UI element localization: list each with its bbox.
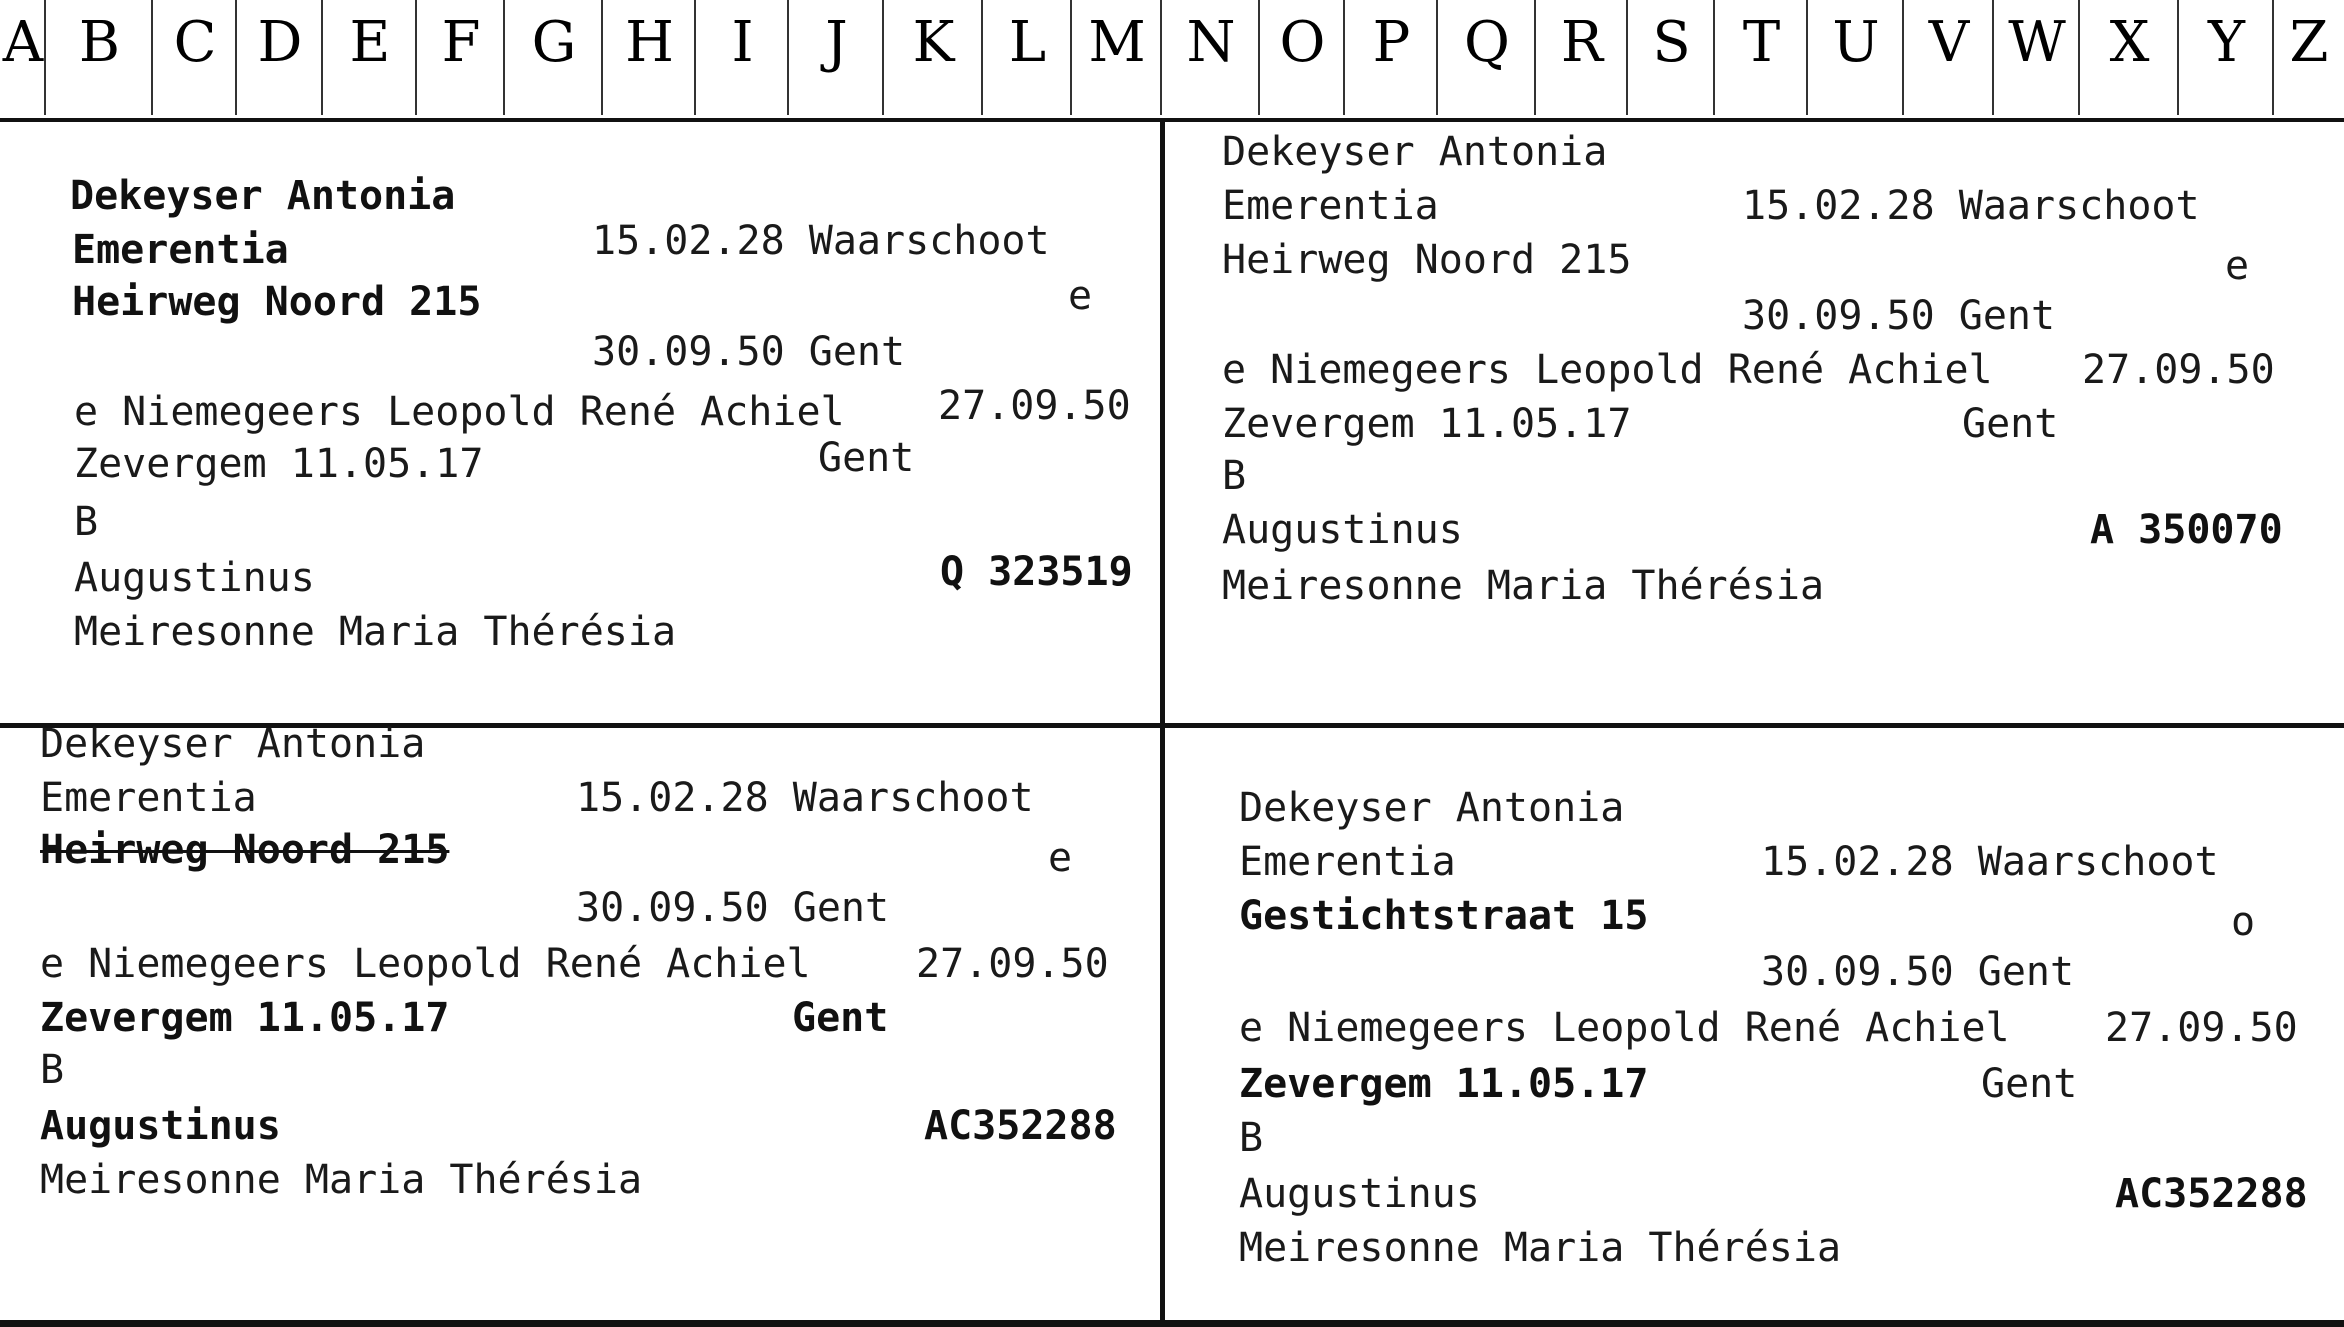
category-letter: B [1239,1115,1264,1161]
father-name: Augustinus [40,1103,281,1149]
spouse-birth: Zevergem 11.05.17 [40,995,450,1041]
father-name: Augustinus [1222,507,1463,553]
tab-letter-label: A [2,10,44,75]
name-line: Dekeyser Antonia [1222,129,1608,175]
birth-date-place: 15.02.28 Waarschoot [576,775,1034,821]
tab-letter [323,0,417,122]
father-name: Augustinus [74,555,315,601]
spouse-date: 27.09.50 [916,941,1109,987]
tab-letter [1260,0,1345,122]
spouse-place: Gent [818,435,915,481]
mother-name: Meiresonne Maria Thérésia [1239,1225,1842,1271]
name-line: Dekeyser Antonia [40,721,426,767]
tab-letter [2080,0,2179,122]
mother-name: Meiresonne Maria Thérésia [40,1157,643,1203]
spouse-date: 27.09.50 [2082,347,2275,393]
tab-letter-label: F [441,10,481,75]
spouse-date: 27.09.50 [938,383,1131,429]
status-mark: o [2231,899,2256,945]
birth-date-place: 15.02.28 Waarschoot [1761,839,2219,885]
tab-letter [417,0,505,122]
tab-letter [789,0,884,122]
category-letter: B [40,1047,65,1093]
tab-letter-label: B [78,10,121,75]
tab-letter-label: P [1372,10,1411,75]
record-card-top-left [0,122,1160,723]
spouse-name: e Niemegeers Leopold René Achiel [1239,1005,2010,1051]
tab-letter-label: C [173,10,217,75]
address-line: Heirweg Noord 215 [1222,237,1632,283]
tab-letter [1162,0,1260,122]
tab-letter [1904,0,1994,122]
tab-letter-label: L [1008,10,1047,75]
tab-letter [1072,0,1162,122]
tab-letter-label: Y [2208,10,2245,75]
record-card-bottom-left [0,721,1160,1320]
given-name-line: Emerentia [72,227,289,273]
marriage-date-place: 30.09.50 Gent [1742,293,2056,339]
spouse-date: 27.09.50 [2105,1005,2298,1051]
category-letter: B [1222,453,1247,499]
tab-letter-label: X [2109,10,2150,75]
birth-date-place: 15.02.28 Waarschoot [1742,183,2200,229]
tab-letter [2274,0,2344,122]
father-name: Augustinus [1239,1171,1480,1217]
tab-letter [2179,0,2274,122]
mother-name: Meiresonne Maria Thérésia [1222,563,1825,609]
tab-letter-label: D [257,10,303,75]
spouse-name: e Niemegeers Leopold René Achiel [1222,347,1993,393]
status-mark: e [1068,273,1093,319]
name-line: Dekeyser Antonia [70,173,456,219]
tab-letter-label: N [1186,10,1236,75]
tab-letter [237,0,323,122]
tab-letter [1808,0,1904,122]
spouse-place: Gent [792,995,889,1041]
tab-letter [1628,0,1715,122]
tab-letter-label: U [1832,10,1880,75]
bottom-border [0,1320,2344,1327]
given-name-line: Emerentia [1222,183,1439,229]
tab-letter [1994,0,2080,122]
marriage-date-place: 30.09.50 Gent [576,885,890,931]
spouse-name: e Niemegeers Leopold René Achiel [40,941,811,987]
tab-letter-label: R [1560,10,1604,75]
address-line: Heirweg Noord 215 [72,279,482,325]
tab-letter [46,0,153,122]
spouse-birth: Zevergem 11.05.17 [1239,1061,1649,1107]
tab-letter-label: O [1279,10,1326,75]
name-line: Dekeyser Antonia [1239,785,1625,831]
given-name-line: Emerentia [40,775,257,821]
record-card-bottom-right [1165,728,2344,1320]
tab-letter-label: W [2008,10,2066,75]
record-card-top-right [1165,122,2344,723]
tab-letter-label: Q [1464,10,1510,75]
spouse-name: e Niemegeers Leopold René Achiel [74,389,845,435]
tab-letter-label: E [349,10,391,75]
tab-letter [1438,0,1536,122]
tab-letter [1345,0,1438,122]
tab-letter-label: M [1088,10,1146,75]
tab-letter-label: G [531,10,577,75]
tab-letter [0,0,46,122]
tab-letter [1715,0,1808,122]
reference-number: AC352288 [924,1103,1117,1149]
tab-letter-label: T [1742,10,1781,75]
marriage-date-place: 30.09.50 Gent [592,329,906,375]
tab-letter [884,0,983,122]
tab-letter [983,0,1072,122]
tab-letter-label: S [1652,10,1691,75]
spouse-place: Gent [1962,401,2059,447]
tab-letter-label: V [1928,10,1970,75]
mother-name: Meiresonne Maria Thérésia [74,609,677,655]
category-letter: B [74,499,99,545]
tab-letter-label: J [825,10,848,75]
alphabet-index-strip [0,0,2344,122]
tab-letter [696,0,789,122]
given-name-line: Emerentia [1239,839,1456,885]
address-line: Gestichtstraat 15 [1239,893,1649,939]
spouse-birth: Zevergem 11.05.17 [74,441,484,487]
tab-letter-label: I [731,10,754,75]
tab-letter [153,0,237,122]
spouse-place: Gent [1981,1061,2078,1107]
tab-letter-label: H [625,10,674,75]
reference-number: Q 323519 [940,549,1133,595]
tab-letter-label: Z [2289,10,2329,75]
address-line-struck: Heirweg Noord 215 [40,827,450,873]
tab-letter-label: K [912,10,955,75]
tab-letter [1536,0,1628,122]
tab-letter [505,0,603,122]
tab-letter [603,0,696,122]
status-mark: e [2225,243,2250,289]
birth-date-place: 15.02.28 Waarschoot [592,218,1050,264]
reference-number: AC352288 [2115,1171,2308,1217]
marriage-date-place: 30.09.50 Gent [1761,949,2075,995]
spouse-birth: Zevergem 11.05.17 [1222,401,1632,447]
status-mark: e [1048,835,1073,881]
reference-number: A 350070 [2090,507,2283,553]
